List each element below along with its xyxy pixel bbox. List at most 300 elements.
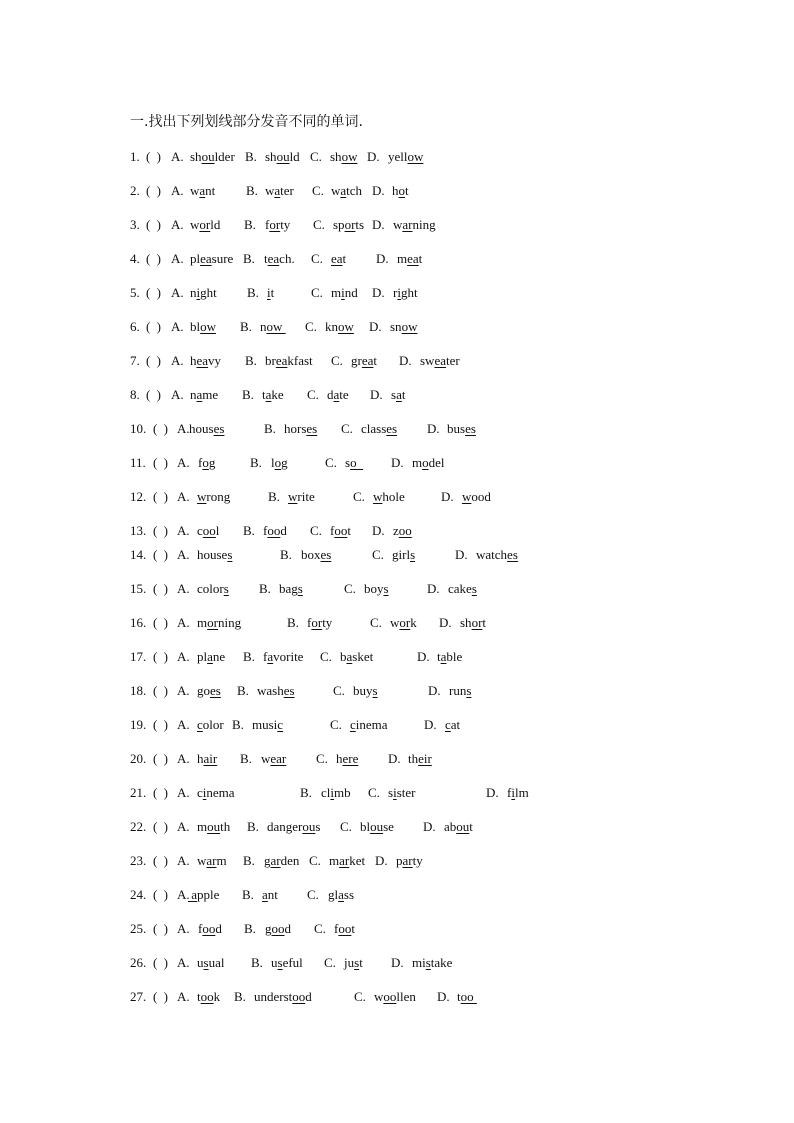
- word-prefix: bag: [279, 581, 298, 596]
- option-label: A.: [177, 751, 190, 766]
- word-prefix: gr: [351, 353, 362, 368]
- word-suffix: vy: [208, 353, 222, 368]
- word-prefix: t: [457, 989, 461, 1004]
- word-suffix: t: [405, 183, 409, 198]
- option-label: D.: [376, 251, 389, 266]
- question-row: [0, 285, 794, 301]
- word-prefix: w: [190, 217, 200, 232]
- option-word: [197, 683, 221, 699]
- word-underlined-part: s: [383, 581, 389, 596]
- word-underlined-part: ea: [267, 251, 280, 266]
- answer-bracket: ( ): [153, 615, 168, 630]
- option-word: [393, 285, 418, 301]
- option-label: B.: [264, 421, 276, 436]
- word-prefix: w: [393, 217, 403, 232]
- option-word: [361, 421, 397, 437]
- answer-bracket: ( ): [153, 523, 168, 538]
- option-label: C.: [368, 785, 380, 800]
- option-label: C.: [314, 921, 326, 936]
- option-word: [265, 921, 291, 937]
- word-underlined-part: es: [306, 421, 318, 436]
- word-prefix: w: [197, 853, 207, 868]
- option-label: C.: [320, 649, 332, 664]
- question-row: [0, 547, 794, 563]
- option-label: C.: [354, 989, 366, 1004]
- answer-bracket: ( ): [153, 785, 168, 800]
- option-word: [353, 683, 378, 699]
- word-underlined-part: c: [350, 717, 356, 732]
- word-underlined-part: c: [445, 717, 451, 732]
- word-prefix: f: [198, 455, 203, 470]
- word-suffix: k: [410, 615, 417, 630]
- word-prefix: m: [197, 615, 208, 630]
- option-word: [476, 547, 518, 563]
- word-suffix: d: [215, 921, 222, 936]
- word-prefix: sp: [333, 217, 345, 232]
- word-prefix: hors: [284, 421, 307, 436]
- word-underlined-part: oo: [267, 523, 281, 538]
- word-underlined-part: a: [396, 387, 402, 402]
- question-number: 2.: [130, 183, 140, 198]
- option-word: [190, 217, 220, 233]
- option-label: B.: [243, 251, 255, 266]
- word-suffix: vorite: [273, 649, 304, 664]
- option-label: B.: [244, 217, 256, 232]
- option-word: [408, 751, 432, 767]
- word-prefix: sh: [330, 149, 342, 164]
- question-number: 25.: [130, 921, 147, 936]
- option-label: C.: [341, 421, 353, 436]
- option-label: B.: [237, 683, 249, 698]
- word-prefix: g: [264, 853, 271, 868]
- word-suffix: hole: [382, 489, 405, 504]
- word-suffix: nt: [267, 887, 278, 902]
- word-prefix: watch: [476, 547, 508, 562]
- word-suffix: se: [383, 819, 394, 834]
- question-row: [0, 251, 794, 267]
- word-suffix: ster: [396, 785, 416, 800]
- option-word: [457, 989, 477, 1005]
- option-word: [197, 853, 227, 869]
- word-underlined-part: eir: [418, 751, 432, 766]
- word-prefix: f: [307, 615, 312, 630]
- word-suffix: ne: [212, 649, 226, 664]
- option-word: [448, 581, 477, 597]
- word-prefix: p: [396, 853, 403, 868]
- option-word: [449, 683, 471, 699]
- option-label: A.: [171, 251, 184, 266]
- word-prefix: f: [263, 523, 268, 538]
- option-label: D.: [427, 581, 440, 596]
- word-suffix: nema: [206, 785, 235, 800]
- word-underlined-part: oo: [292, 989, 306, 1004]
- word-suffix: lder: [214, 149, 235, 164]
- word-underlined-part: es: [386, 421, 398, 436]
- question-row: [0, 149, 794, 165]
- word-suffix: pple: [197, 887, 220, 902]
- word-underlined-part: oo: [460, 989, 477, 1004]
- word-underlined-part: c: [277, 717, 284, 732]
- option-label: D.: [417, 649, 430, 664]
- word-underlined-part: a: [207, 649, 213, 664]
- word-prefix: ju: [344, 955, 355, 970]
- option-word: [284, 421, 317, 437]
- word-suffix: t: [351, 921, 355, 936]
- option-label: B.: [247, 285, 259, 300]
- word-suffix: rite: [297, 489, 315, 504]
- option-label: D.: [455, 547, 468, 562]
- word-suffix: te: [339, 387, 349, 402]
- option-label: B.: [243, 853, 255, 868]
- word-suffix: kfast: [287, 353, 313, 368]
- option-label: B.: [280, 547, 292, 562]
- word-prefix: buy: [353, 683, 373, 698]
- word-underlined-part: a: [340, 183, 347, 198]
- option-word: [271, 455, 288, 471]
- option-label: B.: [242, 387, 254, 402]
- word-underlined-part: oo: [398, 523, 412, 538]
- word-suffix: d: [305, 989, 312, 1004]
- word-suffix: ght: [400, 285, 418, 300]
- question-number: 6.: [130, 319, 140, 334]
- word-underlined-part: ou: [456, 819, 470, 834]
- answer-bracket: ( ): [153, 421, 168, 436]
- option-label: B.: [243, 649, 255, 664]
- option-word: [197, 751, 217, 767]
- option-word: [340, 649, 373, 665]
- word-prefix: ab: [444, 819, 457, 834]
- word-underlined-part: o: [422, 455, 429, 470]
- answer-bracket: ( ): [153, 887, 168, 902]
- word-suffix: nd: [344, 285, 358, 300]
- question-row: [0, 751, 794, 767]
- word-underlined-part: ea: [275, 353, 288, 368]
- option-word: [330, 149, 357, 165]
- question-row: [0, 853, 794, 869]
- option-word: [351, 353, 377, 369]
- option-label: C.: [311, 285, 323, 300]
- word-suffix: me: [202, 387, 219, 402]
- question-number: 18.: [130, 683, 147, 698]
- word-prefix: s: [388, 785, 394, 800]
- word-prefix: h: [190, 353, 197, 368]
- option-word: [190, 149, 235, 165]
- word-prefix: sh: [265, 149, 277, 164]
- option-label: B.: [245, 353, 257, 368]
- option-label: B.: [268, 489, 280, 504]
- word-suffix: t: [347, 523, 351, 538]
- word-suffix: eful: [282, 955, 303, 970]
- option-word: [412, 455, 445, 471]
- word-suffix: s: [315, 819, 321, 834]
- answer-bracket: ( ): [146, 217, 161, 232]
- option-label: C.: [340, 819, 352, 834]
- word-suffix: llen: [396, 989, 416, 1004]
- option-word: [263, 649, 303, 665]
- question-row: [0, 183, 794, 199]
- word-prefix: w: [190, 183, 200, 198]
- word-suffix: lm: [514, 785, 529, 800]
- word-underlined-part: ea: [200, 251, 212, 266]
- option-word: [330, 523, 351, 539]
- word-underlined-part: s: [277, 955, 283, 970]
- word-prefix: hous: [189, 421, 214, 436]
- option-word: [262, 887, 278, 903]
- option-label: C.: [305, 319, 317, 334]
- word-underlined-part: ow: [401, 319, 418, 334]
- option-word: [393, 217, 436, 233]
- option-label: C.: [310, 149, 322, 164]
- word-suffix: t: [482, 615, 487, 630]
- word-underlined-part: ou: [276, 149, 290, 164]
- word-prefix: f: [330, 523, 335, 538]
- question-row: [0, 921, 794, 937]
- option-label: A.: [177, 489, 190, 504]
- option-label: B.: [243, 523, 255, 538]
- word-prefix: boy: [364, 581, 384, 596]
- option-label: D.: [388, 751, 401, 766]
- question-number: 14.: [130, 547, 147, 562]
- word-suffix: ual: [208, 955, 225, 970]
- word-underlined-part: i: [196, 285, 201, 300]
- word-underlined-part: s: [425, 955, 431, 970]
- word-underlined-part: ea: [407, 251, 419, 266]
- word-suffix: take: [430, 955, 453, 970]
- word-prefix: box: [301, 547, 321, 562]
- option-label: A.: [171, 353, 184, 368]
- word-prefix: run: [449, 683, 467, 698]
- word-prefix: musi: [252, 717, 278, 732]
- option-word: [444, 819, 473, 835]
- word-underlined-part: w: [197, 489, 207, 504]
- word-suffix: ty: [412, 853, 423, 868]
- option-word: [252, 717, 283, 733]
- option-word: [265, 353, 313, 369]
- option-word: [190, 183, 215, 199]
- option-label: A.: [177, 989, 190, 1004]
- word-underlined-part: ea: [434, 353, 446, 368]
- word-underlined-part: es: [210, 683, 221, 698]
- word-suffix: ch.: [279, 251, 295, 266]
- word-underlined-part: a: [338, 887, 344, 902]
- word-underlined-part: es: [507, 547, 518, 562]
- word-underlined-part: es: [320, 547, 332, 562]
- answer-bracket: ( ): [146, 387, 161, 402]
- answer-bracket: ( ): [153, 955, 168, 970]
- word-prefix: danger: [267, 819, 303, 834]
- option-label: C.: [307, 887, 319, 902]
- question-row: [0, 717, 794, 733]
- word-underlined-part: or: [471, 615, 483, 630]
- option-label: B.: [250, 455, 262, 470]
- word-underlined-part: ow: [266, 319, 286, 334]
- question-row: [0, 421, 794, 437]
- option-label: A.: [171, 387, 184, 402]
- word-prefix: t: [437, 649, 441, 664]
- exercise-title: 一.找出下列划线部分发音不同的单词.: [130, 114, 363, 130]
- word-suffix: ld: [210, 217, 221, 232]
- option-word: [397, 251, 422, 267]
- option-label: C.: [330, 717, 342, 732]
- word-underlined-part: ea: [361, 353, 374, 368]
- word-underlined-part: oo: [200, 989, 214, 1004]
- option-word: [267, 285, 274, 301]
- option-label: B.: [300, 785, 312, 800]
- word-suffix: ke: [271, 387, 284, 402]
- word-underlined-part: ere: [342, 751, 359, 766]
- word-prefix: sw: [420, 353, 435, 368]
- word-prefix: u: [197, 955, 204, 970]
- word-prefix: h: [197, 751, 204, 766]
- question-row: [0, 523, 794, 539]
- word-prefix: cl: [321, 785, 331, 800]
- word-underlined-part: ear: [270, 751, 287, 766]
- option-word: [331, 251, 346, 267]
- answer-bracket: ( ): [146, 353, 161, 368]
- question-number: 15.: [130, 581, 147, 596]
- word-underlined-part: a: [265, 387, 272, 402]
- word-suffix: nt: [205, 183, 216, 198]
- word-underlined-part: a: [188, 887, 198, 902]
- word-underlined-part: s: [372, 683, 378, 698]
- word-underlined-part: or: [311, 615, 323, 630]
- word-underlined-part: i: [202, 785, 207, 800]
- word-prefix: mi: [412, 955, 426, 970]
- question-row: [0, 649, 794, 665]
- option-label: B.: [246, 183, 258, 198]
- word-underlined-part: s: [466, 683, 472, 698]
- option-label: A.: [177, 421, 190, 436]
- word-suffix: at: [450, 717, 461, 732]
- option-word: [197, 819, 230, 835]
- word-underlined-part: s: [471, 581, 477, 596]
- word-suffix: t: [418, 251, 423, 266]
- option-label: C.: [333, 683, 345, 698]
- word-suffix: t: [469, 819, 473, 834]
- option-label: D.: [424, 717, 437, 732]
- word-prefix: th: [408, 751, 419, 766]
- option-label: D.: [372, 523, 385, 538]
- word-suffix: d: [280, 523, 287, 538]
- question-row: [0, 353, 794, 369]
- option-word: [334, 921, 355, 937]
- word-prefix: bl: [360, 819, 371, 834]
- word-suffix: ter: [446, 353, 460, 368]
- option-label: B.: [240, 751, 252, 766]
- word-underlined-part: ou: [370, 819, 384, 834]
- word-underlined-part: s: [203, 955, 209, 970]
- word-suffix: t: [270, 285, 275, 300]
- word-prefix: f: [265, 217, 270, 232]
- word-underlined-part: a: [274, 183, 281, 198]
- option-word: [257, 683, 295, 699]
- word-prefix: girl: [392, 547, 411, 562]
- word-underlined-part: ar: [339, 853, 350, 868]
- word-prefix: color: [197, 581, 224, 596]
- word-suffix: ty: [280, 217, 291, 232]
- option-label: D.: [375, 853, 388, 868]
- word-prefix: f: [507, 785, 512, 800]
- option-word: [265, 149, 300, 165]
- answer-bracket: ( ): [146, 319, 161, 334]
- question-row: [0, 319, 794, 335]
- word-underlined-part: o: [350, 455, 364, 470]
- option-word: [198, 921, 222, 937]
- option-word: [189, 421, 224, 437]
- word-prefix: m: [331, 285, 342, 300]
- option-label: A.: [171, 183, 184, 198]
- option-word: [188, 887, 219, 903]
- option-word: [393, 523, 412, 539]
- question-number: 20.: [130, 751, 147, 766]
- option-label: A.: [177, 455, 190, 470]
- word-prefix: w: [390, 615, 400, 630]
- word-prefix: yell: [388, 149, 408, 164]
- option-label: A.: [171, 149, 184, 164]
- answer-bracket: ( ): [153, 921, 168, 936]
- option-label: C.: [353, 489, 365, 504]
- option-label: A.: [177, 649, 190, 664]
- word-prefix: w: [374, 989, 384, 1004]
- option-word: [190, 387, 218, 403]
- word-suffix: ood: [471, 489, 491, 504]
- question-number: 1.: [130, 149, 140, 164]
- option-label: C.: [313, 217, 325, 232]
- word-underlined-part: o: [274, 455, 282, 470]
- question-row: [0, 217, 794, 233]
- question-number: 4.: [130, 251, 140, 266]
- option-label: A.: [177, 887, 190, 902]
- word-suffix: olor: [202, 717, 224, 732]
- option-label: C.: [311, 251, 323, 266]
- option-word: [190, 251, 233, 267]
- word-underlined-part: ar: [206, 853, 217, 868]
- option-label: D.: [399, 353, 412, 368]
- word-prefix: h: [336, 751, 343, 766]
- answer-bracket: ( ): [153, 853, 168, 868]
- option-word: [374, 989, 416, 1005]
- word-underlined-part: a: [333, 387, 340, 402]
- option-word: [390, 615, 417, 631]
- word-underlined-part: i: [330, 785, 335, 800]
- option-word: [198, 455, 215, 471]
- word-prefix: f: [334, 921, 339, 936]
- question-row: [0, 581, 794, 597]
- word-underlined-part: es: [465, 421, 476, 436]
- option-word: [190, 353, 221, 369]
- option-word: [328, 887, 354, 903]
- word-prefix: br: [265, 353, 276, 368]
- word-underlined-part: w: [462, 489, 472, 504]
- option-word: [197, 989, 220, 1005]
- word-underlined-part: ow: [341, 149, 358, 164]
- answer-bracket: ( ): [146, 251, 161, 266]
- word-underlined-part: a: [196, 387, 203, 402]
- word-underlined-part: i: [341, 285, 345, 300]
- word-prefix: sh: [460, 615, 472, 630]
- word-underlined-part: c: [197, 717, 203, 732]
- option-label: A.: [177, 615, 190, 630]
- question-row: [0, 455, 794, 471]
- question-row: [0, 785, 794, 801]
- option-label: D.: [372, 217, 385, 232]
- option-label: A.: [171, 217, 184, 232]
- option-label: C.: [307, 387, 319, 402]
- option-word: [331, 183, 362, 199]
- question-row: [0, 955, 794, 971]
- option-word: [307, 615, 332, 631]
- word-prefix: m: [329, 853, 340, 868]
